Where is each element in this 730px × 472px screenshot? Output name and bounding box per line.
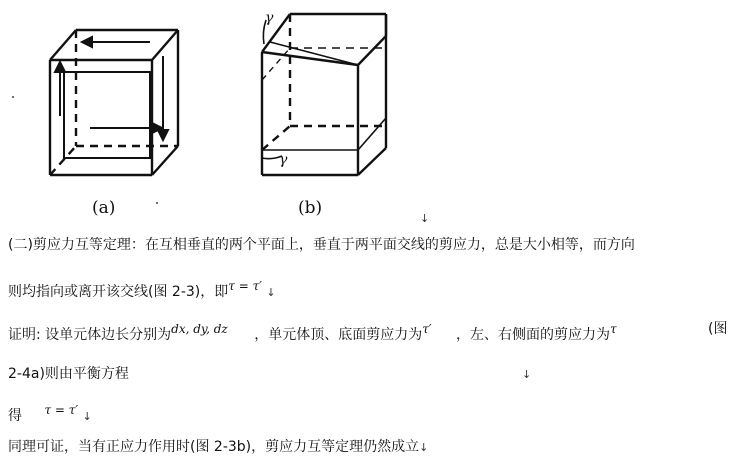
proof-line [8, 320, 728, 344]
tau-prime-symbol: τ′ [422, 322, 432, 336]
side-length-variables: dx, dy, dz [171, 322, 228, 336]
figure-caption-b: (b) [298, 198, 323, 218]
proof-figure-ref: (图 [708, 321, 728, 337]
conclusion-text: 同理可证，当有正应力作用时(图 2-3b)，剪应力互等定理仍然成立 [8, 439, 420, 455]
theorem-line-2 [8, 277, 276, 302]
result-line [8, 401, 92, 426]
paragraph-mark: ↓ [266, 286, 276, 299]
gamma-top-label: γ [265, 10, 274, 26]
paragraph-mark: ↓ [82, 410, 92, 423]
figure-area [0, 0, 730, 230]
proof-top-bottom-text: ，单元体顶、底面剪应力为 [254, 327, 423, 343]
tau-symbol: τ [610, 322, 617, 336]
conclusion-line [8, 438, 428, 457]
figure-cube-diagrams [0, 0, 730, 230]
figure-caption-a: (a) [92, 198, 116, 218]
proof-side-text: ，左、右侧面的剪应力为 [456, 327, 611, 343]
proof-intro: 证明: 设单元体边长分别为 [8, 327, 172, 343]
theorem-line-2-text: 则均指向或离开该交线(图 2-3)，即 [8, 284, 229, 300]
gamma-bottom-label: γ [279, 152, 288, 168]
equation-tau-equals-tau-prime: τ = τ′ [228, 279, 262, 293]
theorem-line-1: (二)剪应力互等定理：在互相垂直的两个平面上，垂直于两平面交线的剪应力，总是大小相等，而方向 [8, 237, 635, 253]
proof-line-2: 2-4a)则由平衡方程 [8, 366, 129, 382]
paragraph-mark: ↓ [420, 212, 430, 225]
equation-result: τ = τ′ [44, 403, 79, 417]
cube-a [50, 30, 178, 175]
result-label: 得 [8, 408, 22, 424]
cube-b [262, 14, 386, 175]
paragraph-mark: ↓ [522, 368, 532, 381]
paragraph-mark: ↓ [419, 441, 429, 454]
